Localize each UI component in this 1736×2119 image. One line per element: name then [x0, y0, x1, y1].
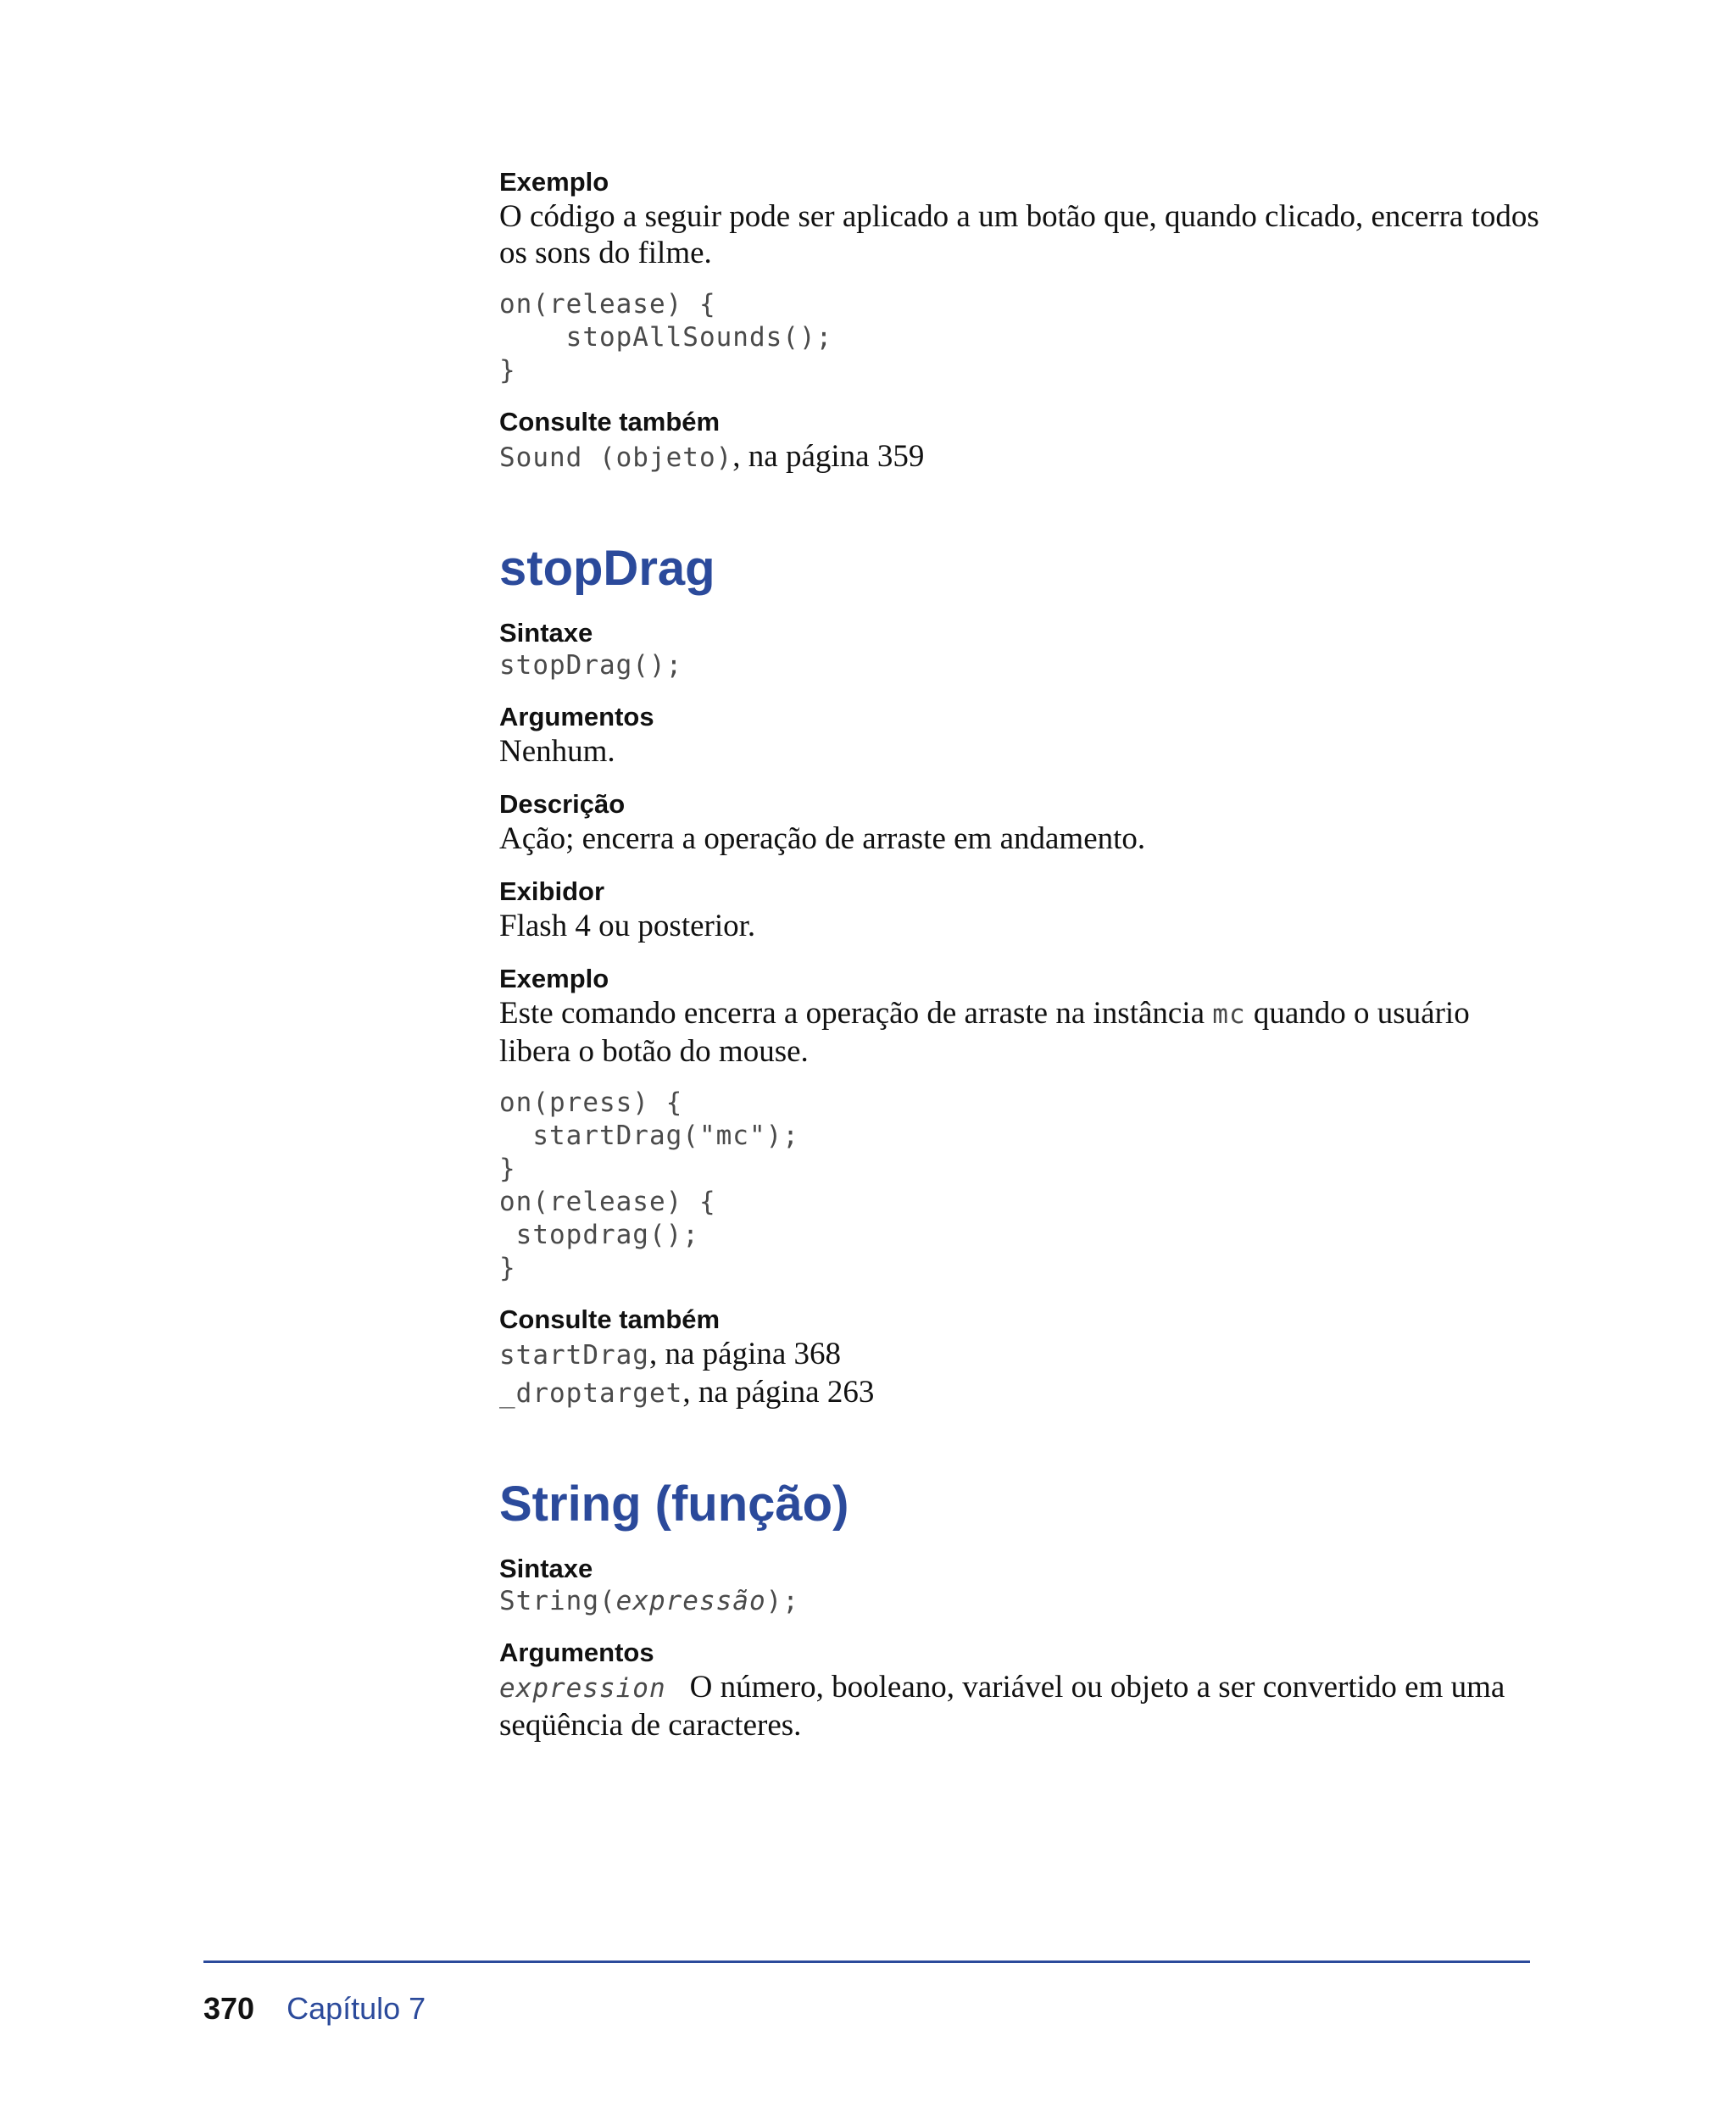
see-also-entry [499, 1336, 1542, 1374]
syntax-code-part: String( [499, 1586, 616, 1616]
syntax-code-param: expressão [615, 1586, 766, 1616]
syntax-code [499, 1585, 1542, 1618]
see-also-link[interactable]: Sound (objeto) [499, 442, 733, 473]
code-line: on(press) { [499, 1087, 683, 1118]
see-also-page: , na página 368 [648, 1337, 842, 1371]
see-also-label: Consulte também [499, 1304, 721, 1334]
see-also-page: , na página 359 [732, 439, 925, 474]
code-line: on(release) { [499, 1187, 716, 1217]
footer-divider [203, 1960, 1530, 1963]
argument-description: O número, booleano, variável ou objeto a ser convertido em uma seqüência de caracteres. [499, 1670, 1505, 1743]
code-line: stopdrag(); [499, 1220, 699, 1250]
code-line: } [499, 355, 516, 386]
description-text: Ação; encerra a operação de arraste em andamento. [499, 821, 1146, 856]
example-label: Exemplo [499, 167, 609, 197]
argument-entry [499, 1669, 1542, 1744]
example-text: O código a seguir pode ser aplicado a um botão que, quando clicado, encerra todos os sons do filme. [499, 199, 1539, 270]
example-inline-code: mc [1212, 999, 1246, 1030]
example-text [499, 995, 1542, 1070]
syntax-label: Sintaxe [499, 1554, 593, 1583]
example-label: Exemplo [499, 964, 609, 993]
example-text-part: quando o usuário libera o botão do mouse. [499, 996, 1470, 1069]
arguments-label: Argumentos [499, 702, 654, 731]
page-content [499, 166, 1542, 1744]
page-number: 370 [203, 1991, 255, 2026]
see-also-link[interactable]: startDrag [499, 1340, 649, 1371]
code-line: } [499, 1253, 516, 1283]
code-line: } [499, 1154, 516, 1184]
arguments-label: Argumentos [499, 1638, 654, 1667]
description-label: Descrição [499, 789, 626, 819]
code-line: startDrag("mc"); [499, 1121, 799, 1151]
code-line: on(release) { [499, 289, 716, 320]
player-label: Exibidor [499, 876, 605, 906]
argument-name: expression [499, 1673, 666, 1704]
page-footer [203, 1991, 426, 2032]
example-text-part: Este comando encerra a operação de arraste na instância [499, 996, 1213, 1031]
section-title-string: String (função) [499, 1477, 849, 1532]
syntax-code: stopDrag(); [499, 650, 683, 681]
syntax-code-part: ); [765, 1586, 799, 1616]
arguments-text: Nenhum. [499, 734, 615, 769]
code-block-stopallsounds [499, 288, 1542, 387]
see-also-entry [499, 438, 1542, 476]
see-also-link[interactable]: _droptarget [499, 1378, 683, 1409]
see-also-entry [499, 1374, 1542, 1412]
section-title-stopdrag: stopDrag [499, 541, 715, 596]
syntax-label: Sintaxe [499, 618, 593, 648]
player-text: Flash 4 ou posterior. [499, 909, 756, 943]
code-block-stopdrag [499, 1087, 1542, 1285]
chapter-label: Capítulo 7 [287, 1991, 426, 2026]
see-also-label: Consulte também [499, 407, 721, 437]
see-also-page: , na página 263 [682, 1375, 875, 1410]
code-line: stopAllSounds(); [499, 322, 833, 353]
